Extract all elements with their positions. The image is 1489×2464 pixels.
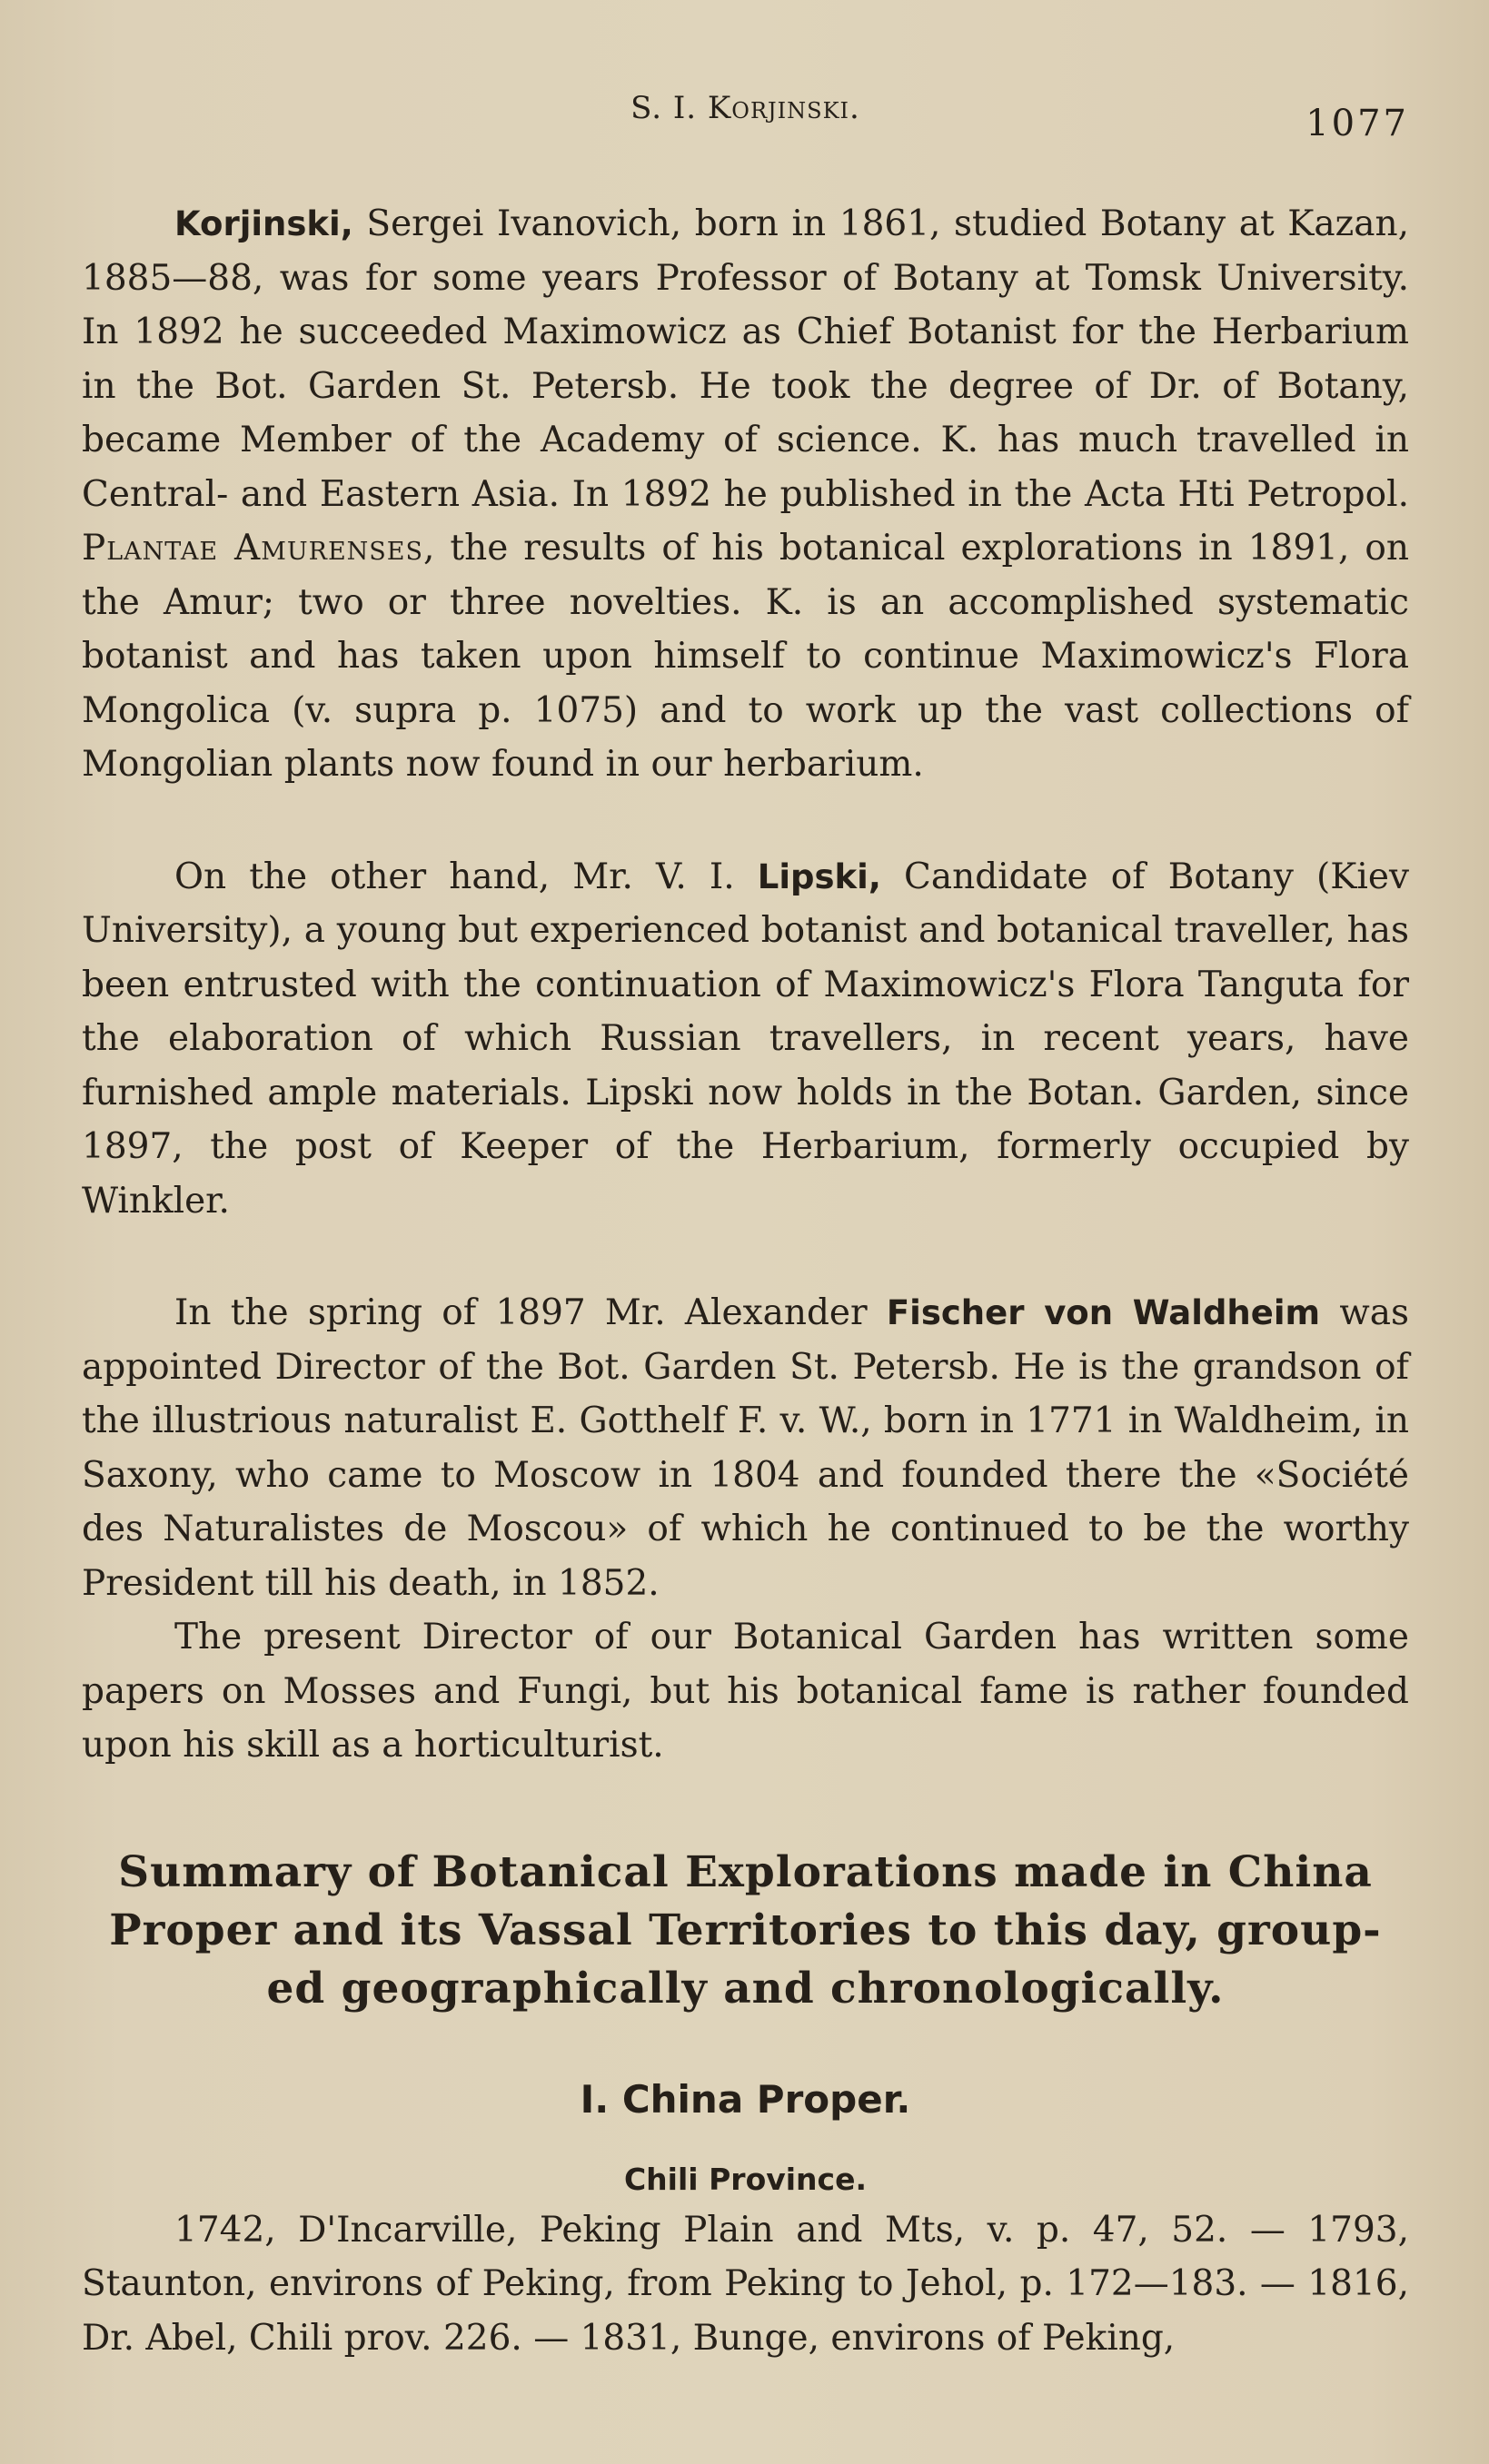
summary-heading-line-2: Proper and its Vassal Territories to this day, group- [109, 1905, 1382, 1955]
page-number: 1077 [1305, 103, 1409, 144]
running-head-prefix: S. I. [630, 90, 708, 126]
page-header [82, 77, 1409, 150]
korjinski-text-2: , the results of his botanical explorations in 1891, on the Amur; two or three novelties. K. is an accomplished systematic botanist and has taken upon himself to continue Maximowicz's Flora Mongolica (v. supra p. 1075) and to work up the vast collections of Mongolian plants now found in our herbarium. [82, 528, 1409, 785]
lipski-name: Lipski, [757, 856, 881, 896]
summary-heading-line-3: ed geographically and chronologically. [266, 1963, 1225, 2014]
director-paragraph: The present Director of our Botanical Garden has written some papers on Mosses and Fungi, but his botanical fame is rather founded upon his skill as a horticulturist. [82, 1617, 1409, 1766]
lipski-text-1: On the other hand, Mr. V. I. [174, 856, 758, 897]
lipski-text-2: Candidate of Botany (Kiev University), a young but experienced botanist and botanical traveller, has been entrusted with the continuation of Maximowicz's Flora Tanguta for the elaboration of which Russian travellers, in recent years, have furnished ample materials. Lipski now holds in the Botan. Garden, since 1897, the post of Keeper of the Herbarium, formerly occupied by Winkler. [82, 856, 1409, 1222]
china-proper-heading: I. China Proper. [580, 2076, 911, 2122]
korjinski-paragraph [82, 197, 1409, 792]
korjinski-text-1: Sergei Ivanovich, born in 1861, studied Botany at Kazan, 1885—88, was for some years Professor of Botany at Tomsk University. In 1892 he succeeded Maximowicz as Chief Botanist for the Herbarium in the Bot. Garden St. Petersb. He took the degree of Dr. of Botany, became Member of the Academy of science. K. has much travelled in Central- and Eastern Asia. In 1892 he published in the Acta Hti Petropol. [82, 203, 1409, 515]
plantae-amurenses-title: Plantae Amurenses [82, 528, 423, 569]
fischer-paragraph [82, 1286, 1409, 1610]
chili-entries-paragraph: 1742, D'Incarville, Peking Plain and Mts, v. p. 47, 52. — 1793, Staunton, environs of Peking, from Peking to Jehol, p. 172—183. — 1816, Dr. Abel, Chili prov. 226. — 1831, Bunge, environs of Peking, [82, 2209, 1409, 2359]
chili-province-heading: Chili Province. [623, 2161, 868, 2197]
lipski-paragraph [82, 850, 1409, 1229]
running-head [82, 90, 1409, 126]
korjinski-name: Korjinski, [174, 204, 353, 243]
summary-heading-line-1: Summary of Botanical Explorations made in China [118, 1846, 1373, 1897]
fischer-text-2: was appointed Director of the Bot. Garden St. Petersb. He is the grandson of the illustrious naturalist E. Gotthelf F. v. W., born in 1771 in Waldheim, in Saxony, who came to Moscow in 1804 and founded there the «Société des Naturalistes de Moscou» of which he continued to be the worthy President till his death, in 1852. [82, 1292, 1409, 1604]
running-head-name: Korjinski. [707, 90, 860, 126]
summary-heading [82, 1844, 1409, 2018]
fischer-name: Fischer von Waldheim [886, 1293, 1321, 1332]
fischer-text-1: In the spring of 1897 Mr. Alexander [174, 1292, 887, 1333]
